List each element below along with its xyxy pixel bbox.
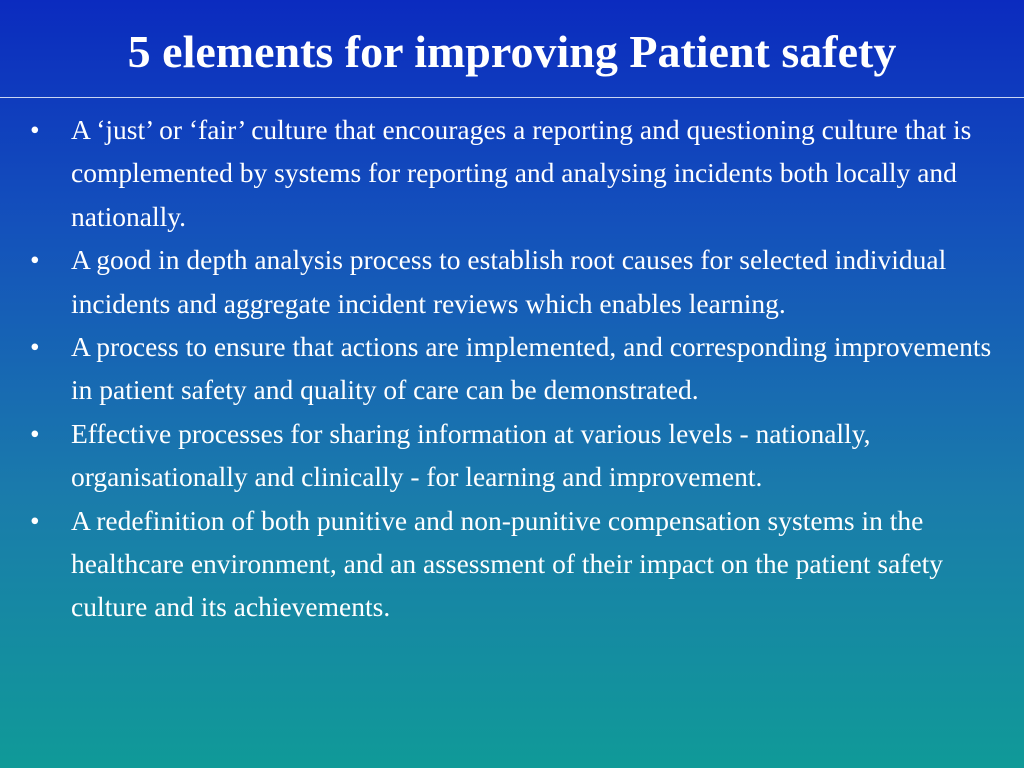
slide-title: 5 elements for improving Patient safety: [127, 26, 897, 77]
bullet-icon: •: [30, 114, 40, 145]
bullet-text: A good in depth analysis process to establish root causes for selected individual incidents and aggregate incident reviews which enables learning.: [71, 244, 947, 319]
bullet-text: Effective processes for sharing information at various levels - nationally, organisationally and clinically - for learning and improvement.: [71, 417, 871, 493]
bullet-item: [0, 238, 1024, 325]
bullet-item: [0, 325, 1024, 412]
bullet-item: [0, 499, 1024, 629]
bullet-text: A redefinition of both punitive and non-punitive compensation systems in the healthcare environment, and an assessment of their impact on the patient safety culture and its achievements.: [71, 504, 944, 623]
bullet-item: [0, 412, 1024, 499]
bullet-icon: •: [30, 244, 40, 276]
bullet-icon: •: [30, 504, 40, 536]
bullet-text: A ‘just’ or ‘fair’ culture that encourages a reporting and questioning culture that is complemented by systems for reporting and analysing incidents both locally and nationally.: [71, 114, 972, 232]
bullet-icon: •: [30, 417, 40, 449]
bullet-text: A process to ensure that actions are implemented, and corresponding improvements in patient safety and quality of care can be demonstrated.: [71, 331, 992, 406]
bullet-list: [0, 108, 1024, 629]
title-divider: [0, 97, 1024, 98]
bullet-item: [0, 108, 1024, 238]
bullet-icon: •: [30, 331, 40, 363]
